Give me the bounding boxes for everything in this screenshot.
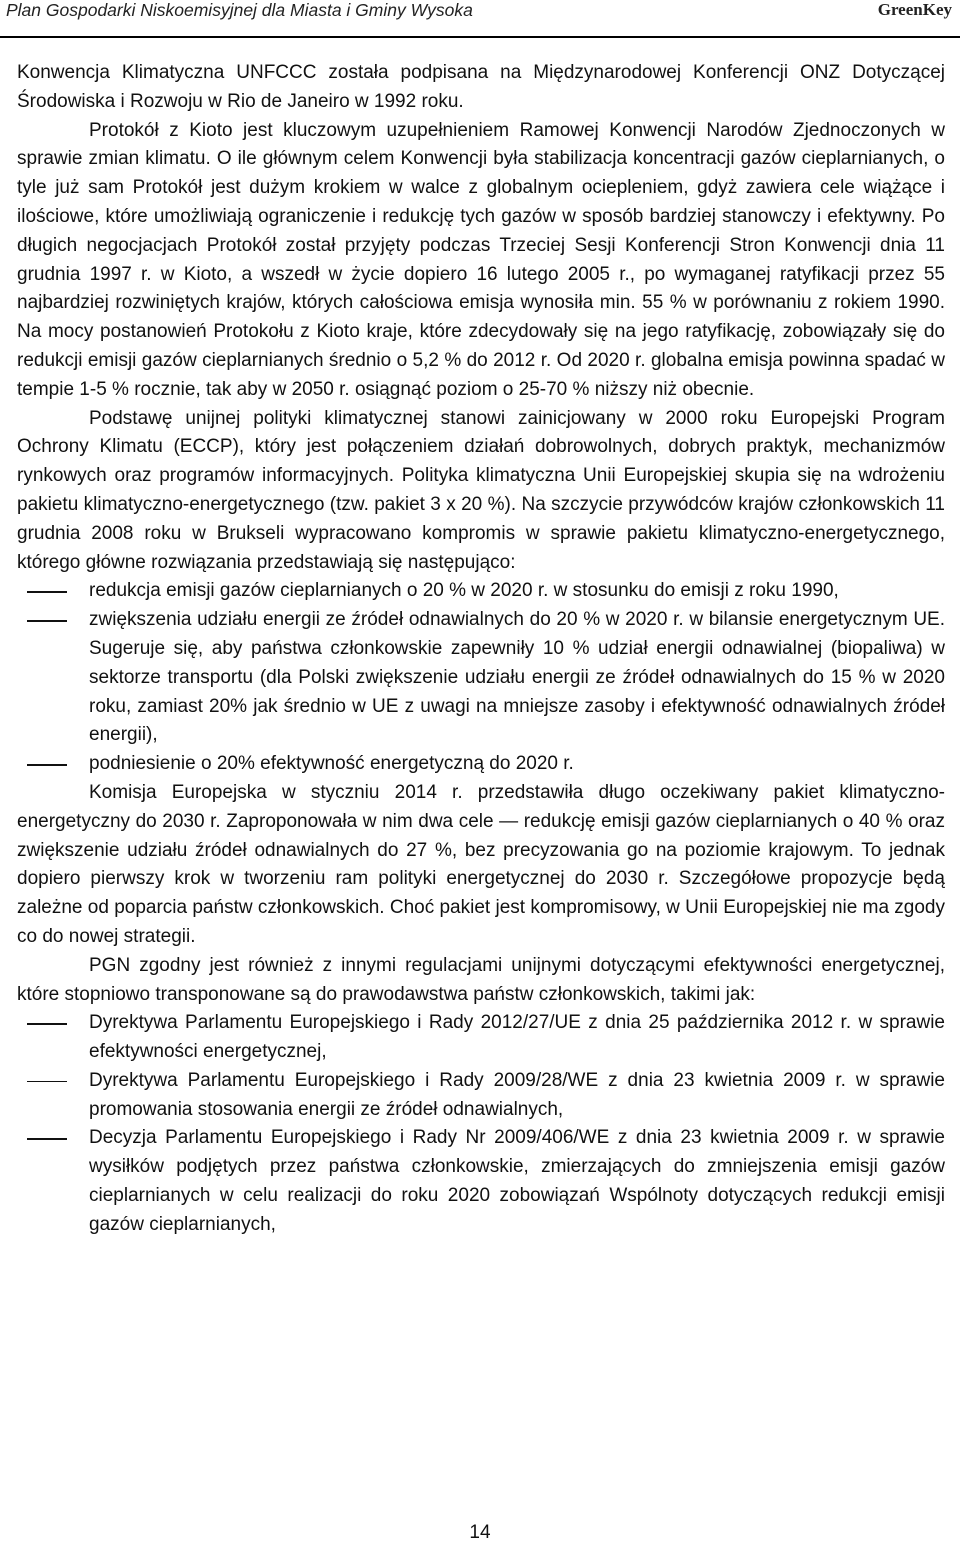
list-item-text: Dyrektywa Parlamentu Europejskiego i Rady 2012/27/UE z dnia 25 października 2012 r. w sprawie efektywności energetycznej,: [89, 1012, 945, 1063]
list-item-text: redukcja emisji gazów cieplarnianych o 20 % w 2020 r. w stosunku do emisji z roku 1990,: [89, 580, 839, 602]
list-item-text: Decyzja Parlamentu Europejskiego i Rady Nr 2009/406/WE z dnia 23 kwietnia 2009 r. w sprawie wysiłków podjętych przez państwa członkowskie, zmierzających do zmniejszenia emisji gazów cieplarnianych w celu realizacji do roku 2020 zobowiązań Wspólnoty dotyczących redukcji emisji gazów cieplarnianych,: [89, 1127, 945, 1235]
list-item: [17, 606, 945, 750]
eu-regulations-list: [17, 1009, 945, 1239]
page-header: [0, 0, 960, 38]
dash-bullet-icon: [27, 764, 67, 765]
list-item: [17, 577, 945, 606]
page-number: 14: [469, 1522, 491, 1543]
paragraph-unfccc: Konwencja Klimatyczna UNFCCC została podpisana na Międzynarodowej Konferencji ONZ Dotyczącej Środowiska i Rozwoju w Rio de Janeiro w 1992 roku.: [17, 62, 945, 112]
dash-bullet-icon: [27, 1081, 67, 1082]
list-item-text: Dyrektywa Parlamentu Europejskiego i Rady 2009/28/WE z dnia 23 kwietnia 2009 r. w sprawie promowania stosowania energii ze źródeł odnawialnych,: [89, 1069, 945, 1120]
list-item: [17, 1067, 945, 1125]
dash-bullet-icon: [27, 1023, 67, 1024]
climate-package-list: [17, 577, 945, 779]
list-item-text: zwiększenia udziału energii ze źródeł odnawialnych do 20 % w 2020 r. w bilansie energetycznym UE. Sugeruje się, aby państwa członkowskie zapewniły 10 % udział energii odnawialnej (biopaliwa) w sektorze transportu (dla Polski zwiększenie udziału energii ze źródeł odnawialnych do 15 % w 2020 roku, zamiast 20% jak średnio w UE z uwagi na mniejsze zasoby i efektywność odnawialnych źródeł energii),: [89, 609, 945, 746]
paragraph-eu-climate-policy: Podstawę unijnej polityki klimatycznej stanowi zainicjowany w 2000 roku Europejski Program Ochrony Klimatu (ECCP), który jest połączeniem działań dobrowolnych, dobrych praktyk, mechanizmów rynkowych oraz programów informacyjnych. Polityka klimatyczna Unii Europejskiej skupia się na wdrożeniu pakietu klimatyczno-energetycznego (tzw. pakiet 3 x 20 %). Na szczycie przywódców krajów członkowskich 11 grudnia 2008 roku w Brukseli wypracowano kompromis w sprawie pakietu klimatyczno-energetycznego, którego główne rozwiązania przedstawiają się następująco:: [17, 407, 945, 573]
list-item: [17, 750, 945, 779]
dash-bullet-icon: [27, 591, 67, 592]
dash-bullet-icon: [27, 1138, 67, 1139]
list-item: [17, 1009, 945, 1067]
paragraph-kyoto-protocol: Protokół z Kioto jest kluczowym uzupełnieniem Ramowej Konwencji Narodów Zjednoczonych w sprawie zmian klimatu. O ile głównym celem Konwencji była stabilizacja koncentracji gazów cieplarnianych, o tyle już sam Protokół jest dużym krokiem w walce z globalnym ociepleniem, gdyż zawiera cele wiążące i ilościowe, które umożliwiają ograniczenie i redukcję tych gazów w sposób bardziej stanowczy i efektywny. Po długich negocjacjach Protokół został przyjęty podczas Trzeciej Sesji Konferencji Stron Konwencji dnia 11 grudnia 1997 r. w Kioto, a wszedł w życie dopiero 16 lutego 2005 r., po wymaganej ratyfikacji przez 55 najbardziej rozwiniętych krajów, których całościowa emisja wynosiła min. 55 % w porównaniu z rokiem 1990. Na mocy postanowień Protokołu z Kioto kraje, które zdecydowały się na jego ratyfikację, zobowiązały się do redukcji emisji gazów cieplarnianych średnio o 5,2 % do 2012 r. Od 2020 r. globalna emisja powinna spadać w tempie 1-5 % rocznie, tak aby w 2050 r. osiągnąć poziom o 25-70 % niższy niż obecnie.: [17, 119, 945, 400]
paragraph-other-regulations: PGN zgodny jest również z innymi regulacjami unijnymi dotyczącymi efektywności energetycznej, które stopniowo transponowane są do prawodawstwa państw członkowskich, takimi jak:: [17, 954, 945, 1005]
list-item: [17, 1124, 945, 1239]
dash-bullet-icon: [27, 620, 67, 621]
paragraph-2030-package: Komisja Europejska w styczniu 2014 r. przedstawiła długo oczekiwany pakiet klimatyczno-energetyczny do 2030 r. Zaproponowała w nim dwa cele — redukcję emisji gazów cieplarnianych o 40 % oraz zwiększenie udziału źródeł odnawialnych do 27 %, bez precyzowania go na poziomie krajowym. To jednak dopiero pierwszy krok w tworzeniu ram polityki energetycznej do 2030 r. Szczegółowe propozycje będą zależne od poparcia państw członkowskich. Choć pakiet jest kompromisowy, w Unii Europejskiej nie ma zgody co do nowej strategii.: [17, 781, 945, 947]
page-body: [17, 59, 945, 1240]
list-item-text: podniesienie o 20% efektywność energetyczną do 2020 r.: [89, 753, 574, 775]
document-title: Plan Gospodarki Niskoemisyjnej dla Miasta i Gminy Wysoka: [6, 0, 473, 20]
brand-logo-text: GreenKey: [877, 0, 952, 19]
